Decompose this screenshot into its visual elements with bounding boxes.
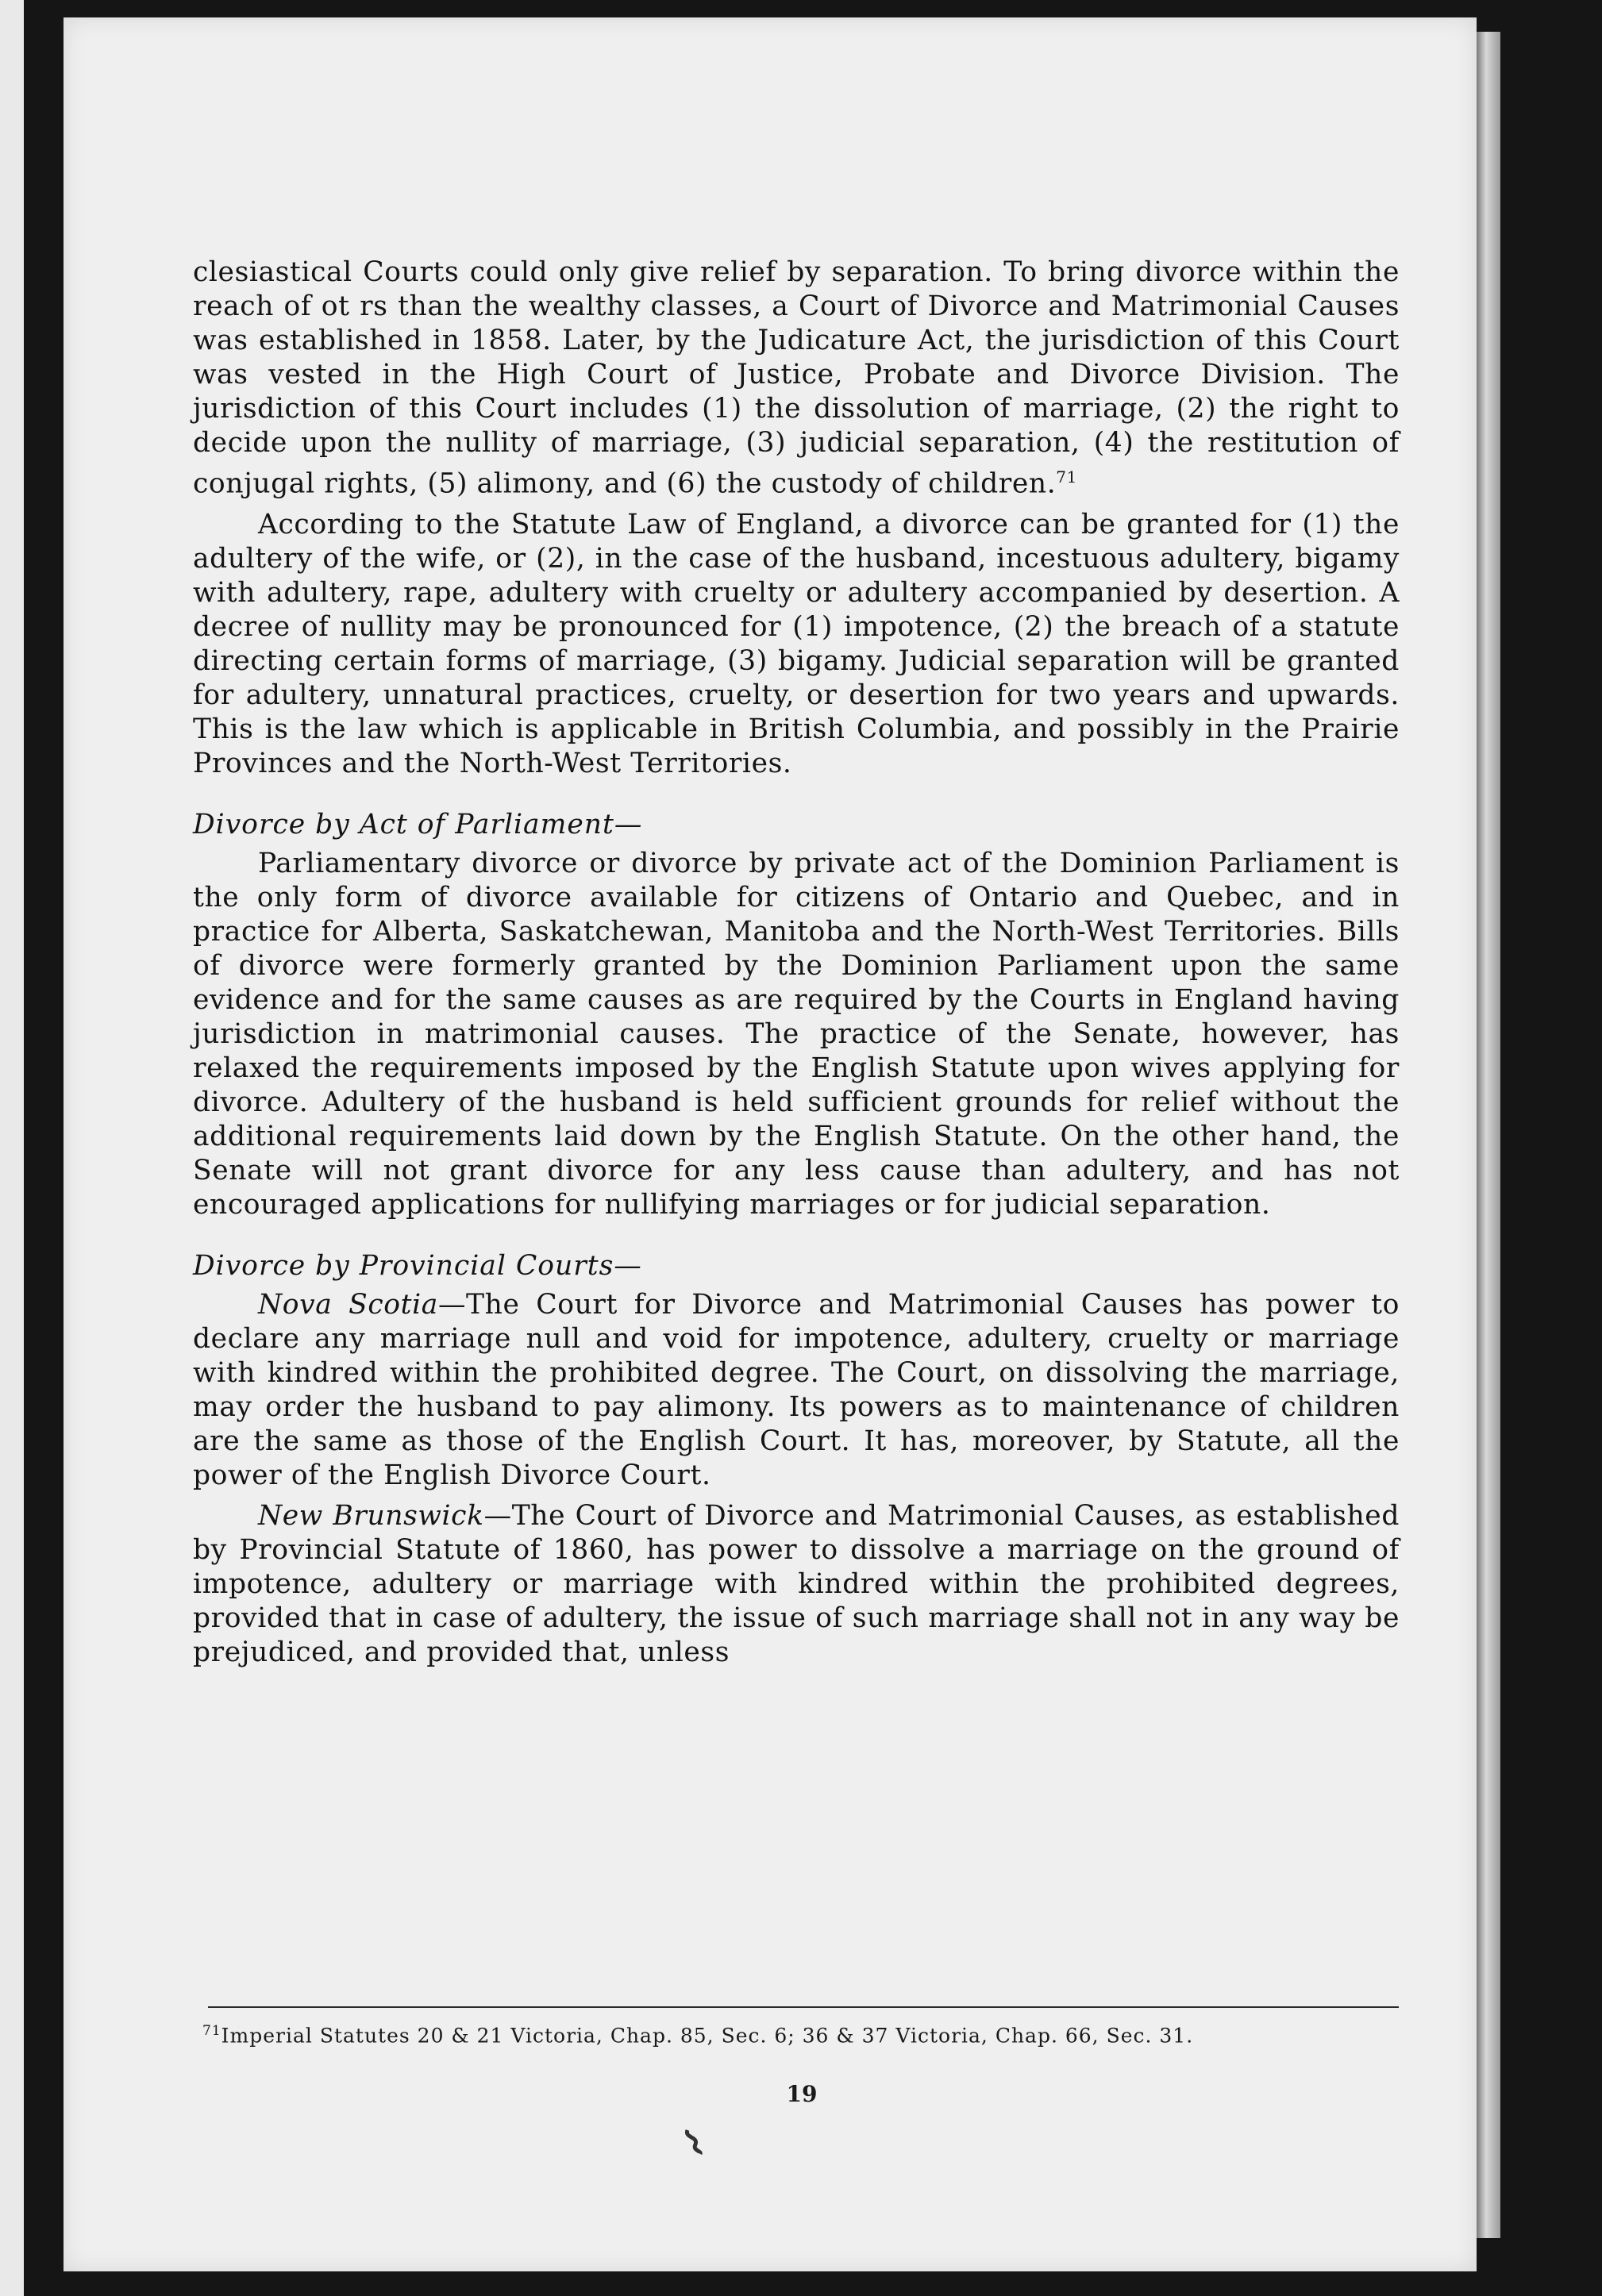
footnote-reference: 71 [1056,467,1077,487]
page-edge-shadow [1477,32,1500,2238]
body-text [193,256,1400,1670]
paragraph-nova-scotia: Nova Scotia—The Court for Divorce and Matrimonial Causes has power to declare any marriage null and void for impotence, adultery, cruelty or marriage with kindred within the prohibited degree. The Court, on dissolving the marriage, may order the husband to pay alimony. Its powers as to maintenance of children are the same as those of the English Court. It has, moreover, by Statute, all the power of the English Divorce Court. [193,1288,1400,1491]
heading-divorce-by-parliament: Divorce by Act of Parliament— [193,808,643,840]
nova-scotia-label: Nova Scotia [258,1288,438,1321]
page-number: 19 [786,2081,818,2107]
adjacent-page-strip [0,0,24,2296]
ink-mark-icon [683,2127,707,2156]
footnote-marker: 71 [202,2023,221,2039]
footnote: $^{71}$Imperial Statutes 20 & 21 Victoria, Chap. 85, Sec. 6; 36 & 37 Victoria, Chap. 66, Sec. 31. [202,2023,1194,2048]
paragraph-courts-jurisdiction: clesiastical Courts could only give relief by separation. To bring divorce within the reach of ot rs than the wealthy classes, a Court of Divorce and Matrimonial Causes was established in 1858. Later, by the Judicature Act, the jurisdiction of this Court was vested in the High Court of Justice, Probate and Divorce Division. The jurisdiction of this Court includes (1) the dissolution of marriage, (2) the right to decide upon the nullity of marriage, (3) judicial separation, (4) the restitution of conjugal rights, (5) alimony, and (6) the custody of children.$^{71}$ [193,256,1400,500]
heading-divorce-by-provincial-courts: Divorce by Provincial Courts— [193,1249,642,1282]
paragraph-new-brunswick: New Brunswick—The Court of Divorce and Matrimonial Causes, as established by Provincial Statute of 1860, has power to dissolve a marriage on the ground of impotence, adultery or marriage with kindred within the prohibited degrees, provided that in case of adultery, the issue of such marriage shall not in any way be prejudiced, and provided that, unless [193,1499,1400,1668]
footnote-divider [208,2006,1399,2008]
new-brunswick-label: New Brunswick [258,1499,484,1532]
paragraph-parliamentary-divorce: Parliamentary divorce or divorce by private act of the Dominion Parliament is the only form of divorce available for citizens of Ontario and Quebec, and in practice for Alberta, Saskatchewan, Manitoba and the North-West Territories. Bills of divorce were formerly granted by the Dominion Parliament upon the same evidence and for the same causes as are required by the Courts in England having jurisdiction in matrimonial causes. The practice of the Senate, however, has relaxed the requirements imposed by the English Statute upon wives applying for divorce. Adultery of the husband is held sufficient grounds for relief without the additional requirements laid down by the English Statute. On the other hand, the Senate will not grant divorce for any less cause than adultery, and has not encouraged applications for nullifying marriages or for judicial separation. [193,847,1400,1221]
paragraph-statute-law: According to the Statute Law of England, a divorce can be granted for (1) the adultery of the wife, or (2), in the case of the husband, incestuous adultery, bigamy with adultery, rape, adultery with cruelty or adultery accompanied by desertion. A decree of nullity may be pronounced for (1) impotence, (2) the breach of a statute directing certain forms of marriage, (3) bigamy. Judicial separation will be granted for adultery, unnatural practices, cruelty, or desertion for two years and upwards. This is the law which is applicable in British Columbia, and possibly in the Prairie Provinces and the North-West Territories. [193,508,1400,779]
